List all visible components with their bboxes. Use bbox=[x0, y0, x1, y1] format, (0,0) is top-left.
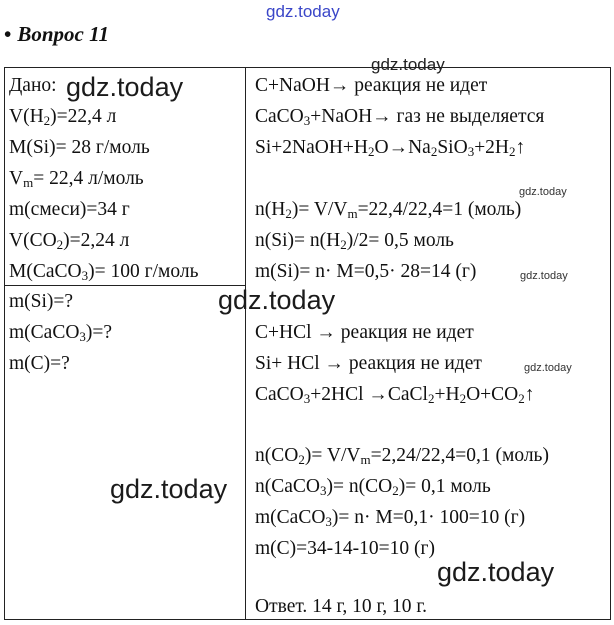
find-line: m(Si)=? bbox=[9, 291, 74, 312]
watermark: gdz.today bbox=[520, 270, 568, 282]
find-line: m(C)=? bbox=[9, 353, 70, 374]
solution-line: C+NaOH→ реакция не идет bbox=[255, 75, 488, 96]
given-line: M(CaCO$_3$)= 100 г/моль bbox=[9, 261, 199, 283]
given-line: M(Si)= 28 г/моль bbox=[9, 137, 150, 158]
answer-line: Ответ. 14 г, 10 г, 10 г. bbox=[255, 596, 428, 617]
solution-line: $Si+2NaOH+H_2O\to Na_2SiO_3+2H_2↑$ bbox=[255, 137, 526, 159]
solution-line: Si+ HCl → реакция не идет bbox=[255, 353, 482, 374]
watermark: gdz.today bbox=[66, 72, 184, 102]
solution-line: m(Si)= n· M=0,5· 28=14 (г) bbox=[255, 261, 477, 282]
watermark: gdz.today bbox=[218, 285, 336, 315]
solution-line: n(CaCO$_3$)= $n(CO_2)= 0,1$ моль bbox=[255, 476, 491, 498]
watermark: gdz.today bbox=[519, 186, 567, 198]
watermark: gdz.today bbox=[110, 474, 228, 504]
question-title: Вопрос 11 bbox=[17, 22, 109, 46]
solution-line: $n(Si)= n(H_2)/2= 0,5$ моль bbox=[255, 230, 454, 252]
solution-line: C+HCl → реакция не идет bbox=[255, 322, 474, 343]
question-heading bbox=[4, 22, 109, 47]
given-label: Дано: bbox=[9, 75, 57, 96]
solution-line: m(C)=34-14-10=10 (г) bbox=[255, 538, 436, 559]
watermark: gdz.today bbox=[524, 362, 572, 374]
solution-line: CaCO$_3$+NaOH→ газ не выделяется bbox=[255, 106, 545, 128]
solution-line: $n(CO_2)= V/V_m=2,24/22,4=0,1$ (моль) bbox=[255, 445, 549, 467]
watermark: gdz.today bbox=[266, 2, 340, 21]
given-line: $V(CO_2)=2,24$ л bbox=[9, 230, 130, 252]
solution-table bbox=[4, 67, 611, 620]
solution-line: $n(H_2)= V/V_m=22,4/22,4=1$ (моль) bbox=[255, 199, 522, 221]
watermark: gdz.today bbox=[371, 55, 445, 74]
find-line: m(CaCO$_3$)=? bbox=[9, 322, 113, 344]
bullet: • bbox=[4, 22, 12, 46]
given-line: m(смеси)=34 г bbox=[9, 199, 130, 220]
solution-line: m(CaCO$_3$)= n· M=0,1· 100=10 (г) bbox=[255, 507, 526, 529]
column-divider bbox=[245, 68, 246, 619]
solution-line: CaCO$_3$+2HCl $\to CaCl_2+H_2O+CO_2↑$ bbox=[255, 384, 535, 406]
watermark: gdz.today bbox=[437, 557, 555, 587]
given-line: $V_m= 22,4$ л/моль bbox=[9, 168, 144, 190]
given-line: $V(H_2)=22,4$ л bbox=[9, 106, 117, 128]
